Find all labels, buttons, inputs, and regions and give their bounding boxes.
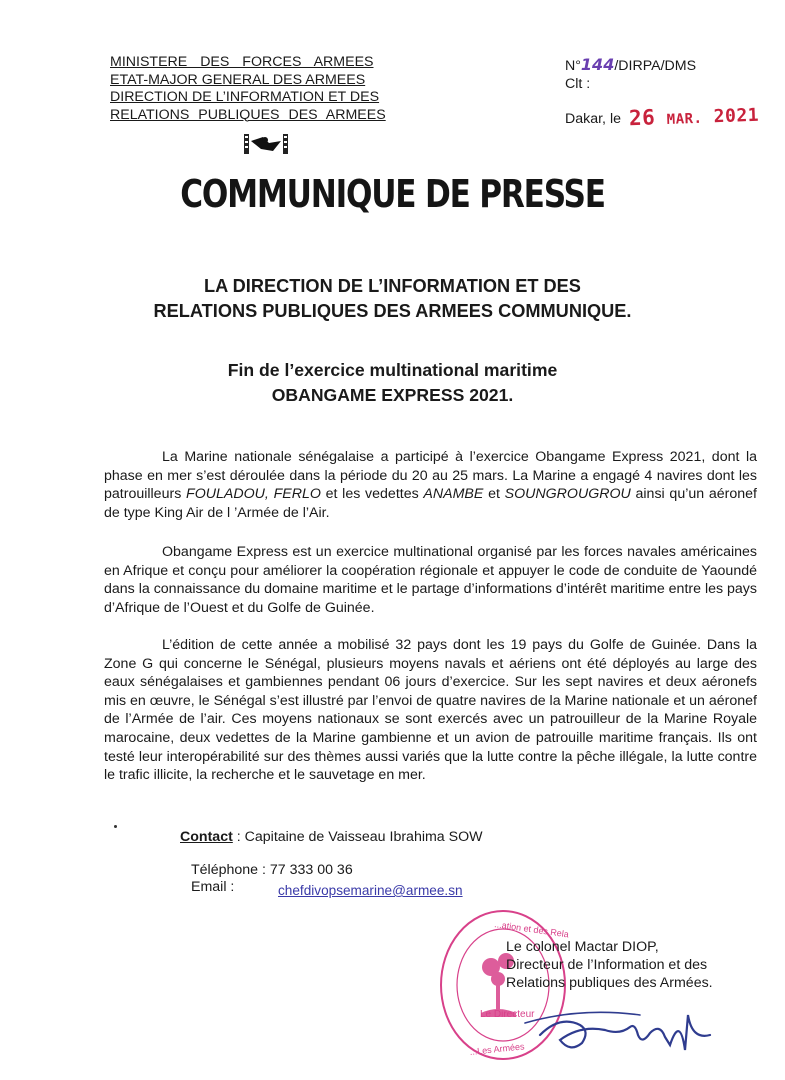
date-stamp: 26 MAR. 2021 xyxy=(628,104,760,131)
ship-name: SOUNGROUGROU xyxy=(504,486,631,503)
paragraph-exercise-description: Obangame Express est un exercice multinational organisé par les forces navales américaines en Afrique et conçu pour améliorer la coopération régionale et appuyer le code de conduite de Yaoundé dans la connaissance du domaine maritime et le partage d’informations d’intérêt maritime entre les pays d’Afrique de l’Ouest et du Golfe de Guinée. xyxy=(104,544,757,616)
ship-name: FOULADOU, xyxy=(186,486,269,503)
exercise-headline: Fin de l’exercice multinational maritime OBANGAME EXPRESS 2021. xyxy=(227,360,558,405)
ship-name: FERLO xyxy=(273,486,321,503)
contact-label: Contact xyxy=(180,829,233,845)
org-line-staff: ETAT-MAJOR GENERAL DES ARMEES xyxy=(110,71,366,88)
contact-email-label: Email : xyxy=(191,879,235,895)
ship-name: ANAMBE xyxy=(423,486,484,503)
handwritten-signature-icon xyxy=(520,995,720,1065)
signer-name: Le colonel Mactar DIOP, xyxy=(506,939,659,955)
svg-text:...Les Armées: ...Les Armées xyxy=(469,1041,525,1057)
issuing-authority-block xyxy=(110,54,410,124)
org-line-relations: RELATIONS PUBLIQUES DES ARMEES xyxy=(110,106,386,123)
contact-email-link[interactable]: chefdivopsemarine@armee.sn xyxy=(278,883,463,898)
handwritten-number: 144 xyxy=(580,55,615,74)
org-line-ministry: MINISTERE DES FORCES ARMEES xyxy=(110,54,374,70)
paragraph-participation: La Marine nationale sénégalaise a participé à l’exercice Obangame Express 2021, dont la phase en mer s’est déroulée dans la période du 20 au 25 mars. La Marine a engagé 4 navires dont les patrouilleurs FOULADOU, FERLO et les vedettes ANAMBE et SOUNGROUGROU ainsi qu’un aéronef de type King Air de l ’Armée de l’Air. xyxy=(104,449,757,521)
film-camera-emblem-icon xyxy=(243,131,289,157)
signer-title-line1: Directeur de l’Information et des xyxy=(506,957,708,973)
reference-block xyxy=(565,56,696,93)
place-label: Dakar, le xyxy=(565,111,621,127)
signer-title-line2: Relations publiques des Armées. xyxy=(506,975,713,991)
stray-mark xyxy=(114,825,117,828)
press-release-title: COMMUNIQUE DE PRESSE xyxy=(180,172,605,216)
paragraph-edition-details: L’édition de cette année a mobilisé 32 pays dont les 19 pays du Golfe de Guinée. Dans la Zone G qui concerne le Sénégal, plusieurs moyens navals et aériens ont été déployés au large des eaux sénégalaises et gambiennes pendant 06 jours d’exercice. Sur les sept navires et deux aéronefs mis en œuvre, le Sénégal s’est illustré par l’envoi de quatre navires de la Marine nationale et un aéronef de l’Armée de l’air. Ces moyens nationaux se sont exercés avec un patrouilleur de la Marine Royale marocaine, deux vedettes de la Marine gambienne et un avion de patrouille maritime français. Ils ont testé leur interopérabilité sur des thèmes aussi variés que la lutte contre la pêche illégale, la lutte contre le trafic illicite, la recherche et le sauvetage en mer. xyxy=(104,637,757,784)
signer-block xyxy=(506,938,713,992)
svg-text:...ation et des Rela: ...ation et des Rela xyxy=(493,919,570,940)
svg-text:Le Directeur: Le Directeur xyxy=(480,1009,535,1020)
reference-number: N°144/DIRPA/DMS xyxy=(565,55,697,74)
reference-clt: Clt : xyxy=(565,76,591,92)
contact-line: Contact : Capitaine de Vaisseau Ibrahima SOW xyxy=(180,829,483,845)
contact-phone: Téléphone : 77 333 00 36 xyxy=(191,862,353,878)
communique-heading: LA DIRECTION DE L’INFORMATION ET DES RELATIONS PUBLIQUES DES ARMEES COMMUNIQUE. xyxy=(153,276,632,321)
date-line xyxy=(565,104,760,131)
org-line-direction: DIRECTION DE L’INFORMATION ET DES xyxy=(110,89,380,105)
